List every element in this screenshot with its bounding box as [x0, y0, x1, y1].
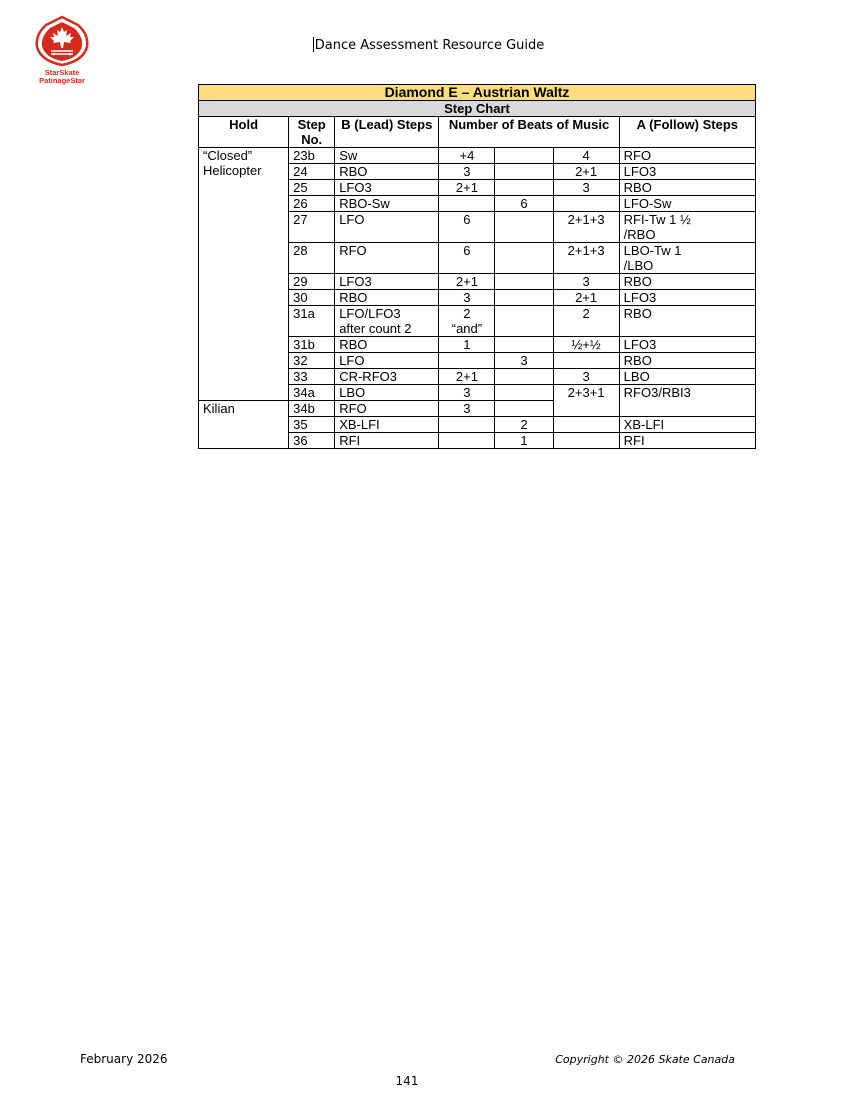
- follow-step: RBO: [619, 353, 755, 369]
- follow-step-line2: /RBO: [623, 227, 656, 242]
- follow-step: RFO: [619, 148, 755, 164]
- follow-beats: 2+3+1: [553, 385, 619, 417]
- lead-beats-line1: 2: [463, 306, 471, 321]
- follow-step-line1: LBO-Tw 1: [623, 243, 682, 258]
- step-no: 25: [289, 180, 335, 196]
- lead-beats: 1: [439, 337, 495, 353]
- follow-step: LBO: [619, 369, 755, 385]
- follow-step: LFO3: [619, 164, 755, 180]
- shared-beats: [495, 385, 553, 401]
- lead-beats: [439, 306, 495, 337]
- follow-beats: [553, 196, 619, 212]
- step-no: 30: [289, 290, 335, 306]
- footer-date: February 2026: [80, 1052, 168, 1066]
- logo-text-line1: StarSkate: [44, 68, 80, 77]
- hold-header: Hold: [199, 117, 289, 148]
- column-header-row: [199, 117, 756, 148]
- hold-cell-closed-helicopter: [199, 148, 289, 401]
- hold-closed: “Closed”: [203, 148, 253, 163]
- header-title: Dance Assessment Resource Guide: [314, 38, 545, 53]
- follow-step: LFO-Sw: [619, 196, 755, 212]
- lead-step: RBO: [335, 337, 439, 353]
- lead-step-line2: after count 2: [339, 321, 412, 336]
- table-title-row: [199, 85, 756, 101]
- shared-beats: [495, 148, 553, 164]
- logo-text-line2: PatinageStar: [39, 76, 85, 85]
- step-no: 32: [289, 353, 335, 369]
- lead-beats: 2+1: [439, 180, 495, 196]
- lead-step: XB-LFI: [335, 417, 439, 433]
- step-no: 34b: [289, 401, 335, 417]
- lead-step: RBO: [335, 164, 439, 180]
- lead-beats: 3: [439, 164, 495, 180]
- lead-beats: [439, 417, 495, 433]
- table-row: [199, 148, 756, 164]
- lead-step: CR-RFO3: [335, 369, 439, 385]
- lead-beats: [439, 196, 495, 212]
- shared-beats: 3: [495, 353, 553, 369]
- lead-step: RBO: [335, 290, 439, 306]
- shared-beats: 1: [495, 433, 553, 449]
- shared-beats: [495, 274, 553, 290]
- follow-step: RBO: [619, 306, 755, 337]
- step-chart-table: [198, 84, 756, 449]
- lead-step: LFO: [335, 212, 439, 243]
- lead-step-line1: LFO/LFO3: [339, 306, 401, 321]
- follow-step: RFI: [619, 433, 755, 449]
- follow-beats: 3: [553, 274, 619, 290]
- shared-beats: [495, 180, 553, 196]
- lead-step: RFO: [335, 401, 439, 417]
- hold-helicopter: Helicopter: [203, 163, 262, 178]
- lead-step: LFO3: [335, 180, 439, 196]
- shared-beats: [495, 243, 553, 274]
- lead-step: Sw: [335, 148, 439, 164]
- step-no-header: Step No.: [289, 117, 335, 148]
- shared-beats: [495, 290, 553, 306]
- step-no: 35: [289, 417, 335, 433]
- lead-step: RFO: [335, 243, 439, 274]
- starskate-logo: [33, 15, 91, 91]
- lead-beats: [439, 353, 495, 369]
- lead-beats: 2+1: [439, 274, 495, 290]
- follow-beats: 2+1+3: [553, 243, 619, 274]
- lead-step: LFO3: [335, 274, 439, 290]
- follow-step: [619, 243, 755, 274]
- beats-header: Number of Beats of Music: [439, 117, 619, 148]
- lead-beats: 3: [439, 401, 495, 417]
- follow-step: [619, 212, 755, 243]
- lead-beats: 2+1: [439, 369, 495, 385]
- follow-step-line1: RFI-Tw 1 ½: [623, 212, 691, 227]
- follow-step: RBO: [619, 274, 755, 290]
- follow-step-line2: /LBO: [623, 258, 654, 273]
- hold-cell-kilian: Kilian: [199, 401, 289, 449]
- follow-step: LFO3: [619, 290, 755, 306]
- step-no: 34a: [289, 385, 335, 401]
- lead-step: LFO: [335, 353, 439, 369]
- lead-beats: 6: [439, 243, 495, 274]
- table-subtitle: Step Chart: [199, 101, 756, 117]
- follow-beats: 4: [553, 148, 619, 164]
- shared-beats: [495, 212, 553, 243]
- step-no: 23b: [289, 148, 335, 164]
- step-no: 31a: [289, 306, 335, 337]
- follow-beats: 3: [553, 180, 619, 196]
- shared-beats: [495, 164, 553, 180]
- table-subtitle-row: [199, 101, 756, 117]
- footer-copyright: Copyright © 2026 Skate Canada: [555, 1053, 735, 1066]
- step-no: 31b: [289, 337, 335, 353]
- shared-beats: [495, 369, 553, 385]
- page-number: 141: [395, 1074, 419, 1088]
- lead-step: [335, 306, 439, 337]
- follow-beats: [553, 353, 619, 369]
- step-no: 27: [289, 212, 335, 243]
- lead-beats: 3: [439, 385, 495, 401]
- step-no: 24: [289, 164, 335, 180]
- follow-step: XB-LFI: [619, 417, 755, 433]
- page-header: [0, 37, 857, 53]
- follow-step: RFO3/RBI3: [619, 385, 755, 417]
- shared-beats: [495, 306, 553, 337]
- shared-beats: [495, 401, 553, 417]
- lead-step: RBO-Sw: [335, 196, 439, 212]
- lead-steps-header: B (Lead) Steps: [335, 117, 439, 148]
- follow-beats: 2: [553, 306, 619, 337]
- follow-beats: 2+1: [553, 164, 619, 180]
- follow-step: LFO3: [619, 337, 755, 353]
- follow-beats: ½+½: [553, 337, 619, 353]
- step-no: 26: [289, 196, 335, 212]
- lead-beats: 3: [439, 290, 495, 306]
- lead-beats: 6: [439, 212, 495, 243]
- follow-steps-header: A (Follow) Steps: [619, 117, 755, 148]
- follow-beats: 2+1+3: [553, 212, 619, 243]
- step-no: 36: [289, 433, 335, 449]
- follow-step: RBO: [619, 180, 755, 196]
- shared-beats: [495, 337, 553, 353]
- lead-step: LBO: [335, 385, 439, 401]
- step-no: 33: [289, 369, 335, 385]
- step-no: 29: [289, 274, 335, 290]
- lead-beats: +4: [439, 148, 495, 164]
- step-no: 28: [289, 243, 335, 274]
- lead-beats: [439, 433, 495, 449]
- shared-beats: 6: [495, 196, 553, 212]
- text-cursor: [313, 37, 314, 52]
- follow-beats: 2+1: [553, 290, 619, 306]
- follow-beats: [553, 417, 619, 433]
- follow-beats: 3: [553, 369, 619, 385]
- lead-step: RFI: [335, 433, 439, 449]
- lead-beats-line2: “and”: [451, 321, 483, 336]
- shared-beats: 2: [495, 417, 553, 433]
- follow-beats: [553, 433, 619, 449]
- table-title: Diamond E – Austrian Waltz: [199, 85, 756, 101]
